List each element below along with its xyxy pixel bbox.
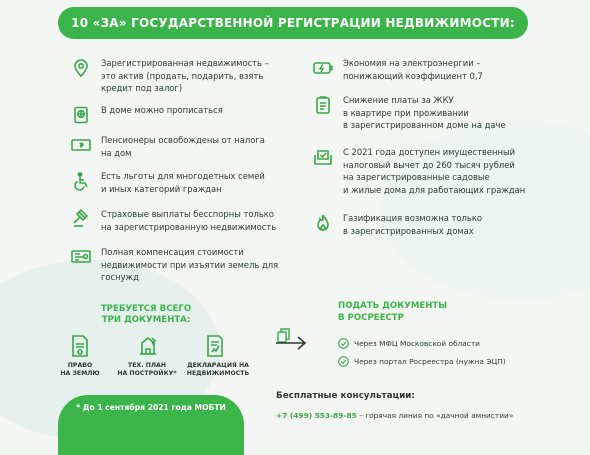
clipboard-icon — [312, 94, 334, 116]
cash-icon — [70, 134, 92, 156]
document-label: ТЕХ. ПЛАН НА ПОСТРОЙКУ* — [117, 362, 177, 377]
submit-option-text: Через портал Росреестра (нужна ЭЦП) — [354, 357, 506, 366]
submit-option — [338, 356, 506, 367]
map-pin-icon — [70, 57, 92, 79]
benefit-item — [312, 212, 482, 237]
check-circle-icon — [338, 338, 349, 349]
check-circle-icon — [338, 356, 349, 367]
footnote-text: * До 1 сентября 2021 года МОБТИ — [76, 403, 226, 412]
tech-plan-icon — [135, 333, 161, 359]
phone-description: – горячая линия по «дачной амнистии» — [356, 411, 514, 420]
benefit-text: Страховые выплаты бесспорны только на зарегистрированную недвижимость — [101, 209, 277, 232]
benefit-item — [70, 170, 265, 195]
money-icon — [70, 246, 92, 268]
gavel-icon — [70, 208, 92, 230]
document-label: ДЕКЛАРАЦИЯ НА НЕДВИЖИМОСТЬ — [186, 362, 250, 377]
benefit-item — [312, 94, 506, 132]
arrow-right-icon — [274, 335, 308, 351]
footnote-bubble — [58, 395, 244, 455]
submit-title: ПОДАТЬ ДОКУМЕНТЫ В РОСРЕЕСТР — [338, 301, 448, 323]
wheelchair-icon — [70, 170, 92, 192]
documents-title: ТРЕБУЕТСЯ ВСЕГО ТРИ ДОКУМЕНТА: — [100, 304, 192, 325]
benefit-text: Зарегистрированная недвижимость – это актив (продать, подарить, взять кредит под залог) — [101, 58, 269, 93]
benefit-text: Полная компенсация стоимости недвижимости при изъятии земель для госнужд — [101, 247, 279, 282]
submit-option-text: Через МФЦ Московской области — [354, 339, 480, 348]
consult-title: Бесплатные консультации: — [276, 391, 415, 401]
benefit-item — [70, 104, 223, 126]
benefit-item — [70, 134, 265, 159]
page-title: 10 «ЗА» ГОСУДАРСТВЕННОЙ РЕГИСТРАЦИИ НЕДВИЖИМОСТИ: — [58, 7, 528, 39]
benefit-text: С 2021 года доступен имущественный налоговый вычет до 260 тысяч рублей на зарегистрированные садовые и жилые дома для работающих граждан — [343, 147, 526, 195]
passport-icon — [70, 104, 92, 126]
submit-option — [338, 338, 480, 349]
consult-hotline — [276, 411, 513, 420]
benefit-item — [312, 146, 525, 196]
right-document-icon — [67, 333, 93, 359]
benefit-item — [70, 208, 276, 233]
gas-flame-icon — [312, 212, 334, 234]
benefit-text: Газификация возможна только в зарегистрированных домах — [343, 213, 483, 236]
benefit-item — [70, 57, 269, 95]
tax-icon — [312, 146, 334, 168]
benefit-item — [312, 57, 483, 82]
battery-icon — [312, 57, 334, 79]
benefit-text: Пенсионеры освобождены от налога на дом — [101, 135, 265, 158]
benefit-text: Снижение платы за ЖКУ в квартире при проживании в зарегистрированном доме на даче — [343, 95, 506, 130]
benefit-text: Есть льготы для многодетных семей и иных категорий граждан — [101, 171, 265, 194]
benefit-text: В доме можно прописаться — [101, 105, 223, 115]
benefit-text: Экономия на электроэнергии – понижающий коэффициент 0,7 — [343, 58, 483, 81]
declaration-icon — [202, 333, 228, 359]
phone-number[interactable]: +7 (499) 553-89-85 — [276, 411, 357, 420]
benefit-item — [70, 246, 278, 284]
document-label: ПРАВО НА ЗЕМЛЮ — [60, 362, 100, 377]
